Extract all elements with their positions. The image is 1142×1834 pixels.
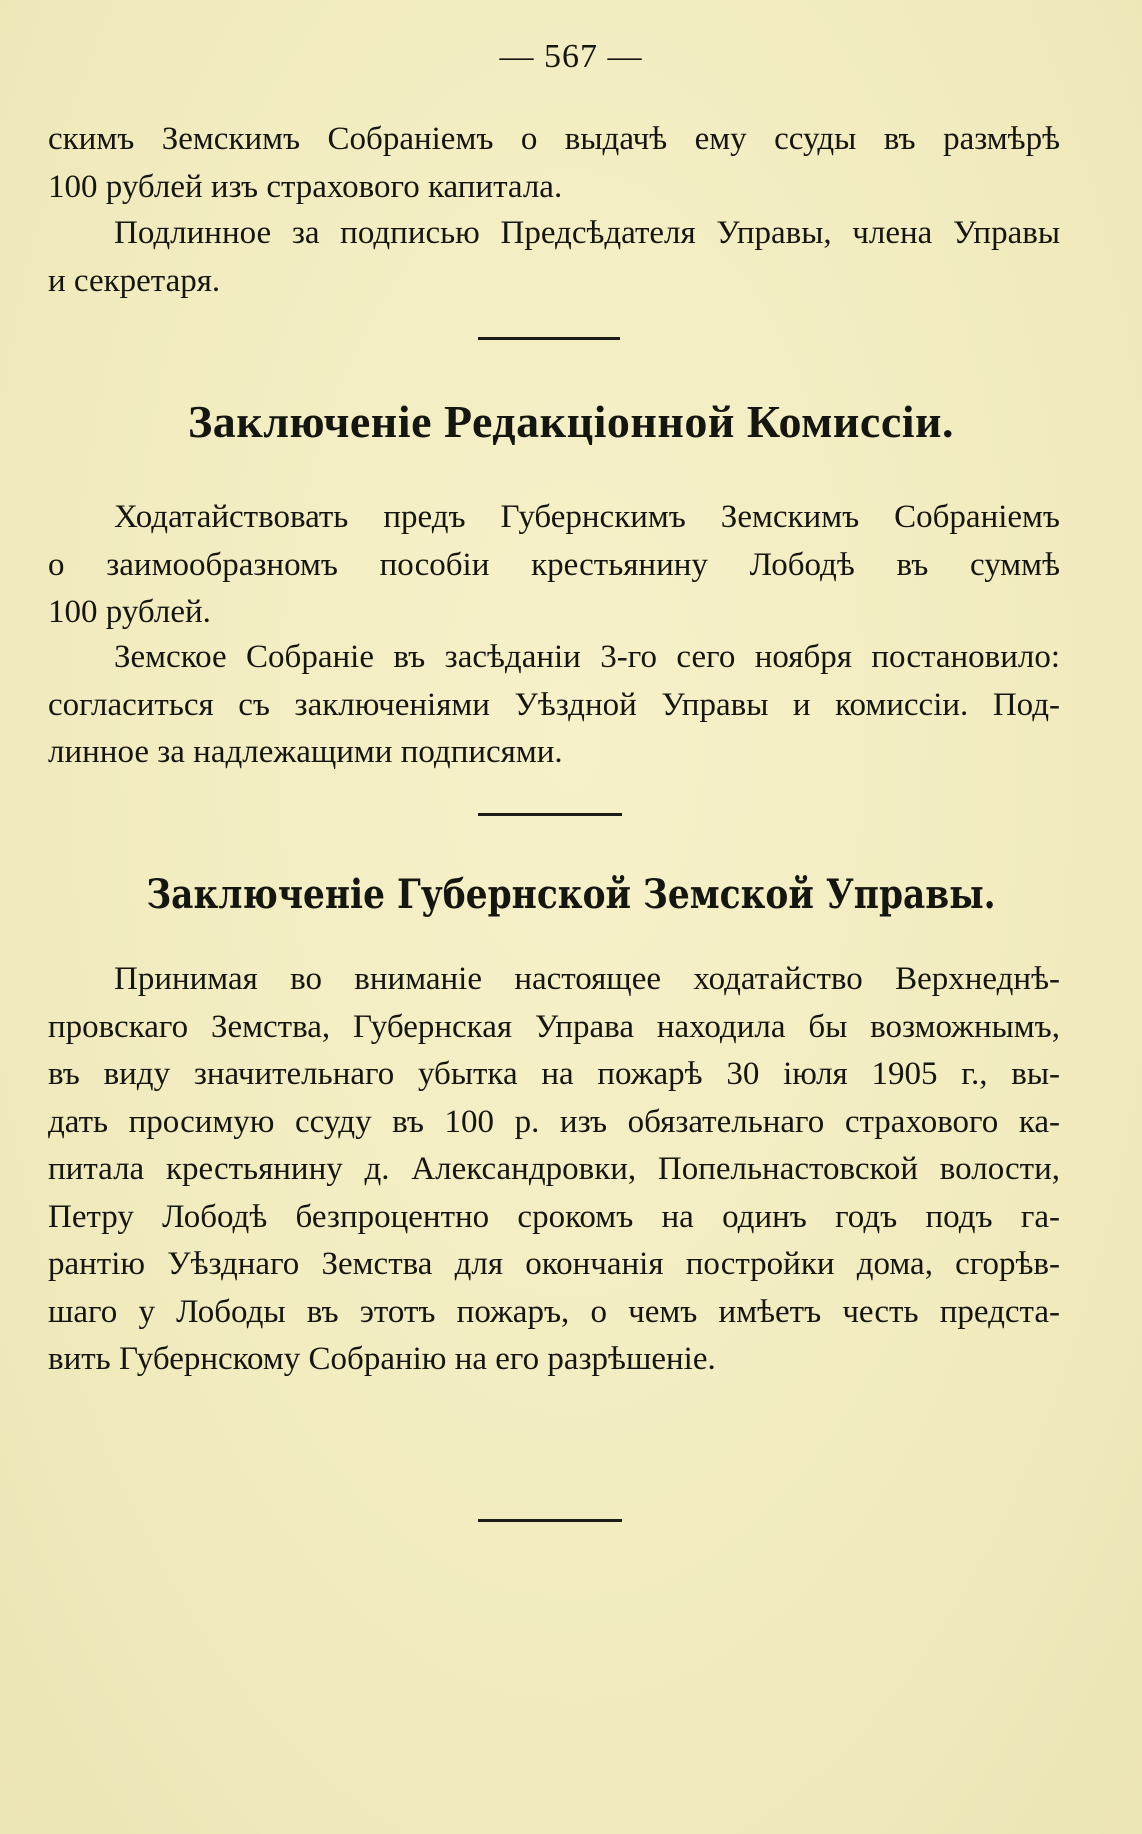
text-line: провскаго Земства, Губернская Управа находила бы возможнымъ, — [48, 1008, 1060, 1045]
text-line: и секретаря. — [48, 262, 221, 299]
text-line: Земское Собраніе въ засѣданіи 3-го сего ноября постановило: — [114, 639, 1060, 675]
heading-editorial-commission: Заключеніе Редакціонной Комиссіи. — [187, 396, 955, 447]
paragraph-original-signatures — [48, 210, 1060, 305]
page-number: — 567 — — [499, 38, 643, 75]
section-divider — [478, 337, 620, 340]
text-line: скимъ Земскимъ Собраніемъ о выдачѣ ему ссуды въ размѣрѣ — [48, 121, 1060, 157]
text-line: Подлинное за подписью Предсѣдателя Управы, члена Управы — [114, 215, 1060, 251]
paragraph-commission-conclusion — [48, 494, 1060, 637]
section-divider — [478, 1519, 622, 1522]
text-line: въ виду значительнаго убытка на пожарѣ 30 іюля 1905 г., вы- — [48, 1056, 1060, 1092]
text-line: о заимообразномъ пособіи крестьянину Лободѣ въ суммѣ — [48, 546, 1060, 583]
text-line: дать просимую ссуду въ 100 р. изъ обязательнаго страхового ка- — [48, 1103, 1060, 1140]
paragraph-loan-request — [48, 116, 1060, 211]
paragraph-provincial-board-conclusion — [48, 956, 1060, 1384]
text-line: вить Губернскому Собранію на его разрѣшеніе. — [48, 1341, 716, 1377]
text-line: согласиться съ заключеніями Уѣздной Управы и комиссіи. Под- — [48, 686, 1060, 723]
text-line: рантію Уѣзднаго Земства для окончанія постройки дома, сгорѣв- — [48, 1246, 1060, 1282]
text-line: линное за надлежащими подписями. — [48, 734, 563, 770]
text-line: 100 рублей. — [48, 594, 211, 630]
text-line: 100 рублей изъ страхового капитала. — [48, 168, 563, 205]
heading-provincial-board: Заключеніе Губернской Земской Управы. — [146, 871, 996, 918]
text-line: Петру Лободѣ безпроцентно срокомъ на одинъ годъ подъ га- — [48, 1198, 1060, 1235]
text-line: Ходатайствовать предъ Губернскимъ Земскимъ Собраніемъ — [114, 499, 1060, 535]
section-divider — [478, 813, 622, 816]
paragraph-assembly-resolution — [48, 634, 1060, 777]
text-line: питала крестьянину д. Александровки, Попельнастовской волости, — [48, 1151, 1060, 1187]
text-line: шаго у Лободы въ этотъ пожаръ, о чемъ имѣетъ честь предста- — [48, 1293, 1060, 1330]
text-line: Принимая во вниманіе настоящее ходатайство Верхнеднѣ- — [114, 961, 1060, 997]
